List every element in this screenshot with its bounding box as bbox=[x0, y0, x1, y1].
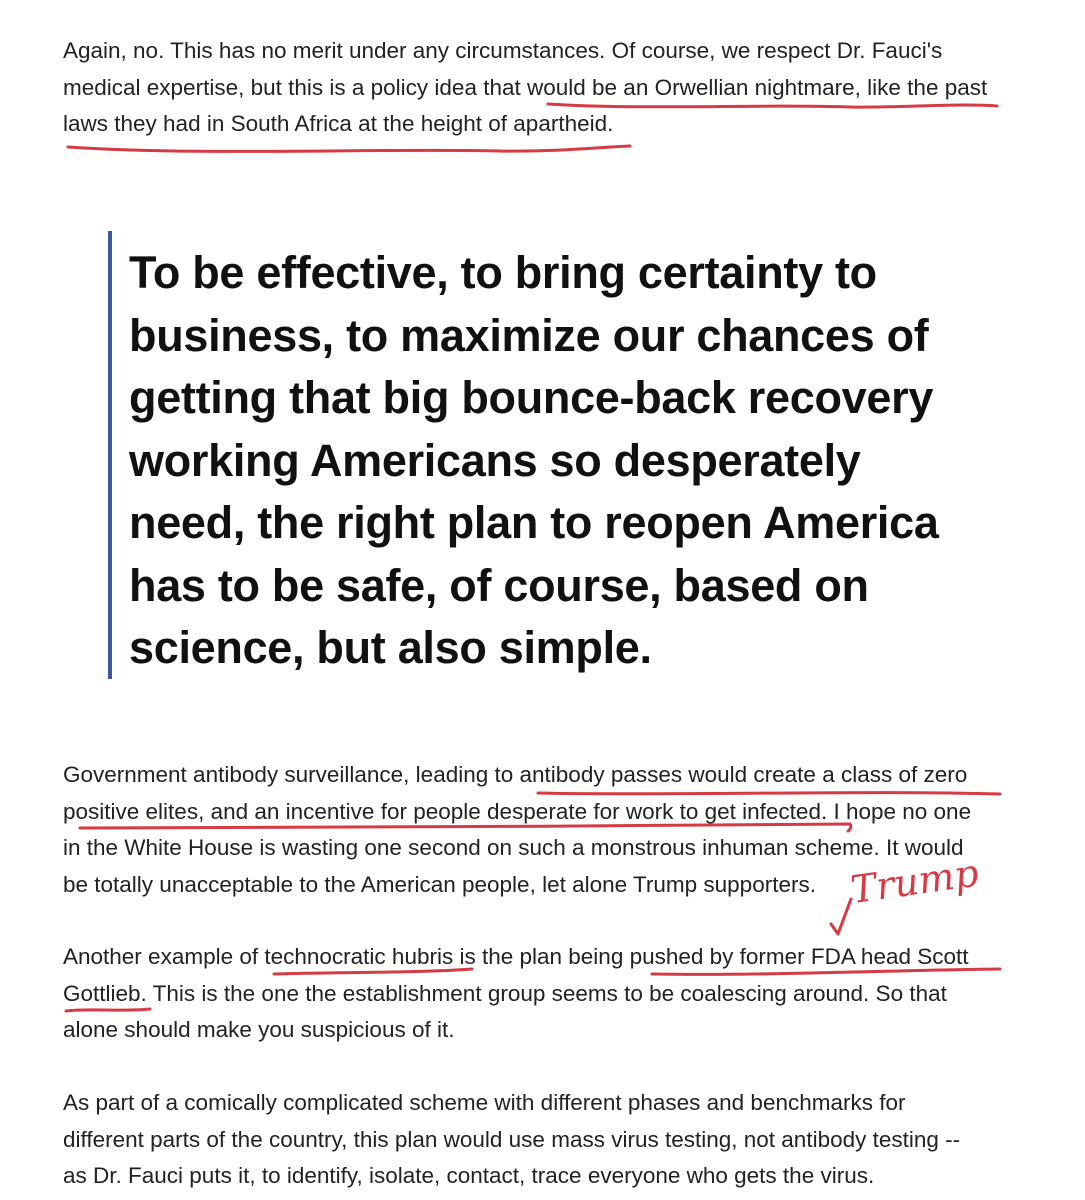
text-line: As part of a comically complicated scheme with different phases and benchmarks for bbox=[63, 1090, 906, 1115]
quote-line: To be effective, to bring certainty to bbox=[129, 247, 877, 298]
underline-south-africa bbox=[68, 146, 630, 151]
handwritten-trump-note: Trump bbox=[848, 850, 982, 913]
text-line: as Dr. Fauci puts it, to identify, isolate, contact, trace everyone who gets the virus. bbox=[63, 1163, 875, 1188]
quote-line: getting that big bounce-back recovery bbox=[129, 372, 934, 423]
text-line: alone should make you suspicious of it. bbox=[63, 1017, 455, 1042]
text-line: medical expertise, but this is a policy idea that would be an Orwellian nightmare, like the past bbox=[63, 74, 988, 100]
text-line: Gottlieb. This is the one the establishment group seems to be coalescing around. So that bbox=[63, 980, 947, 1006]
paragraph-orwellian bbox=[63, 33, 1053, 143]
pull-quote bbox=[129, 242, 1029, 680]
text-line: Government antibody surveillance, leading to antibody passes would create a class of zero bbox=[63, 762, 968, 787]
quote-line: has to be safe, of course, based on bbox=[129, 559, 869, 611]
text-line: in the White House is wasting one second on such a monstrous inhuman scheme. It would bbox=[63, 835, 964, 860]
check-mark bbox=[831, 899, 851, 934]
text-line: positive elites, and an incentive for people desperate for work to get infected. I hope no one bbox=[63, 798, 972, 824]
text-line: Again, no. This has no merit under any circumstances. Of course, we respect Dr. Fauci's bbox=[63, 38, 943, 63]
quote-line: business, to maximize our chances of bbox=[129, 309, 929, 361]
text-line: different parts of the country, this plan would use mass virus testing, not antibody testing -- bbox=[63, 1126, 961, 1152]
paragraph-testing bbox=[63, 1085, 1053, 1195]
text-line: laws they had in South Africa at the height of apartheid. bbox=[63, 111, 614, 136]
quote-line: science, but also simple. bbox=[129, 622, 652, 673]
text-line: be totally unacceptable to the American people, let alone Trump supporters. bbox=[63, 871, 816, 897]
quote-line: need, the right plan to reopen America bbox=[129, 497, 939, 548]
blockquote-bar bbox=[108, 231, 112, 679]
paragraph-technocratic bbox=[63, 939, 1053, 1049]
quote-line: working Americans so desperately bbox=[129, 434, 861, 486]
text-line: Another example of technocratic hubris is the plan being pushed by former FDA head Scott bbox=[63, 944, 969, 969]
